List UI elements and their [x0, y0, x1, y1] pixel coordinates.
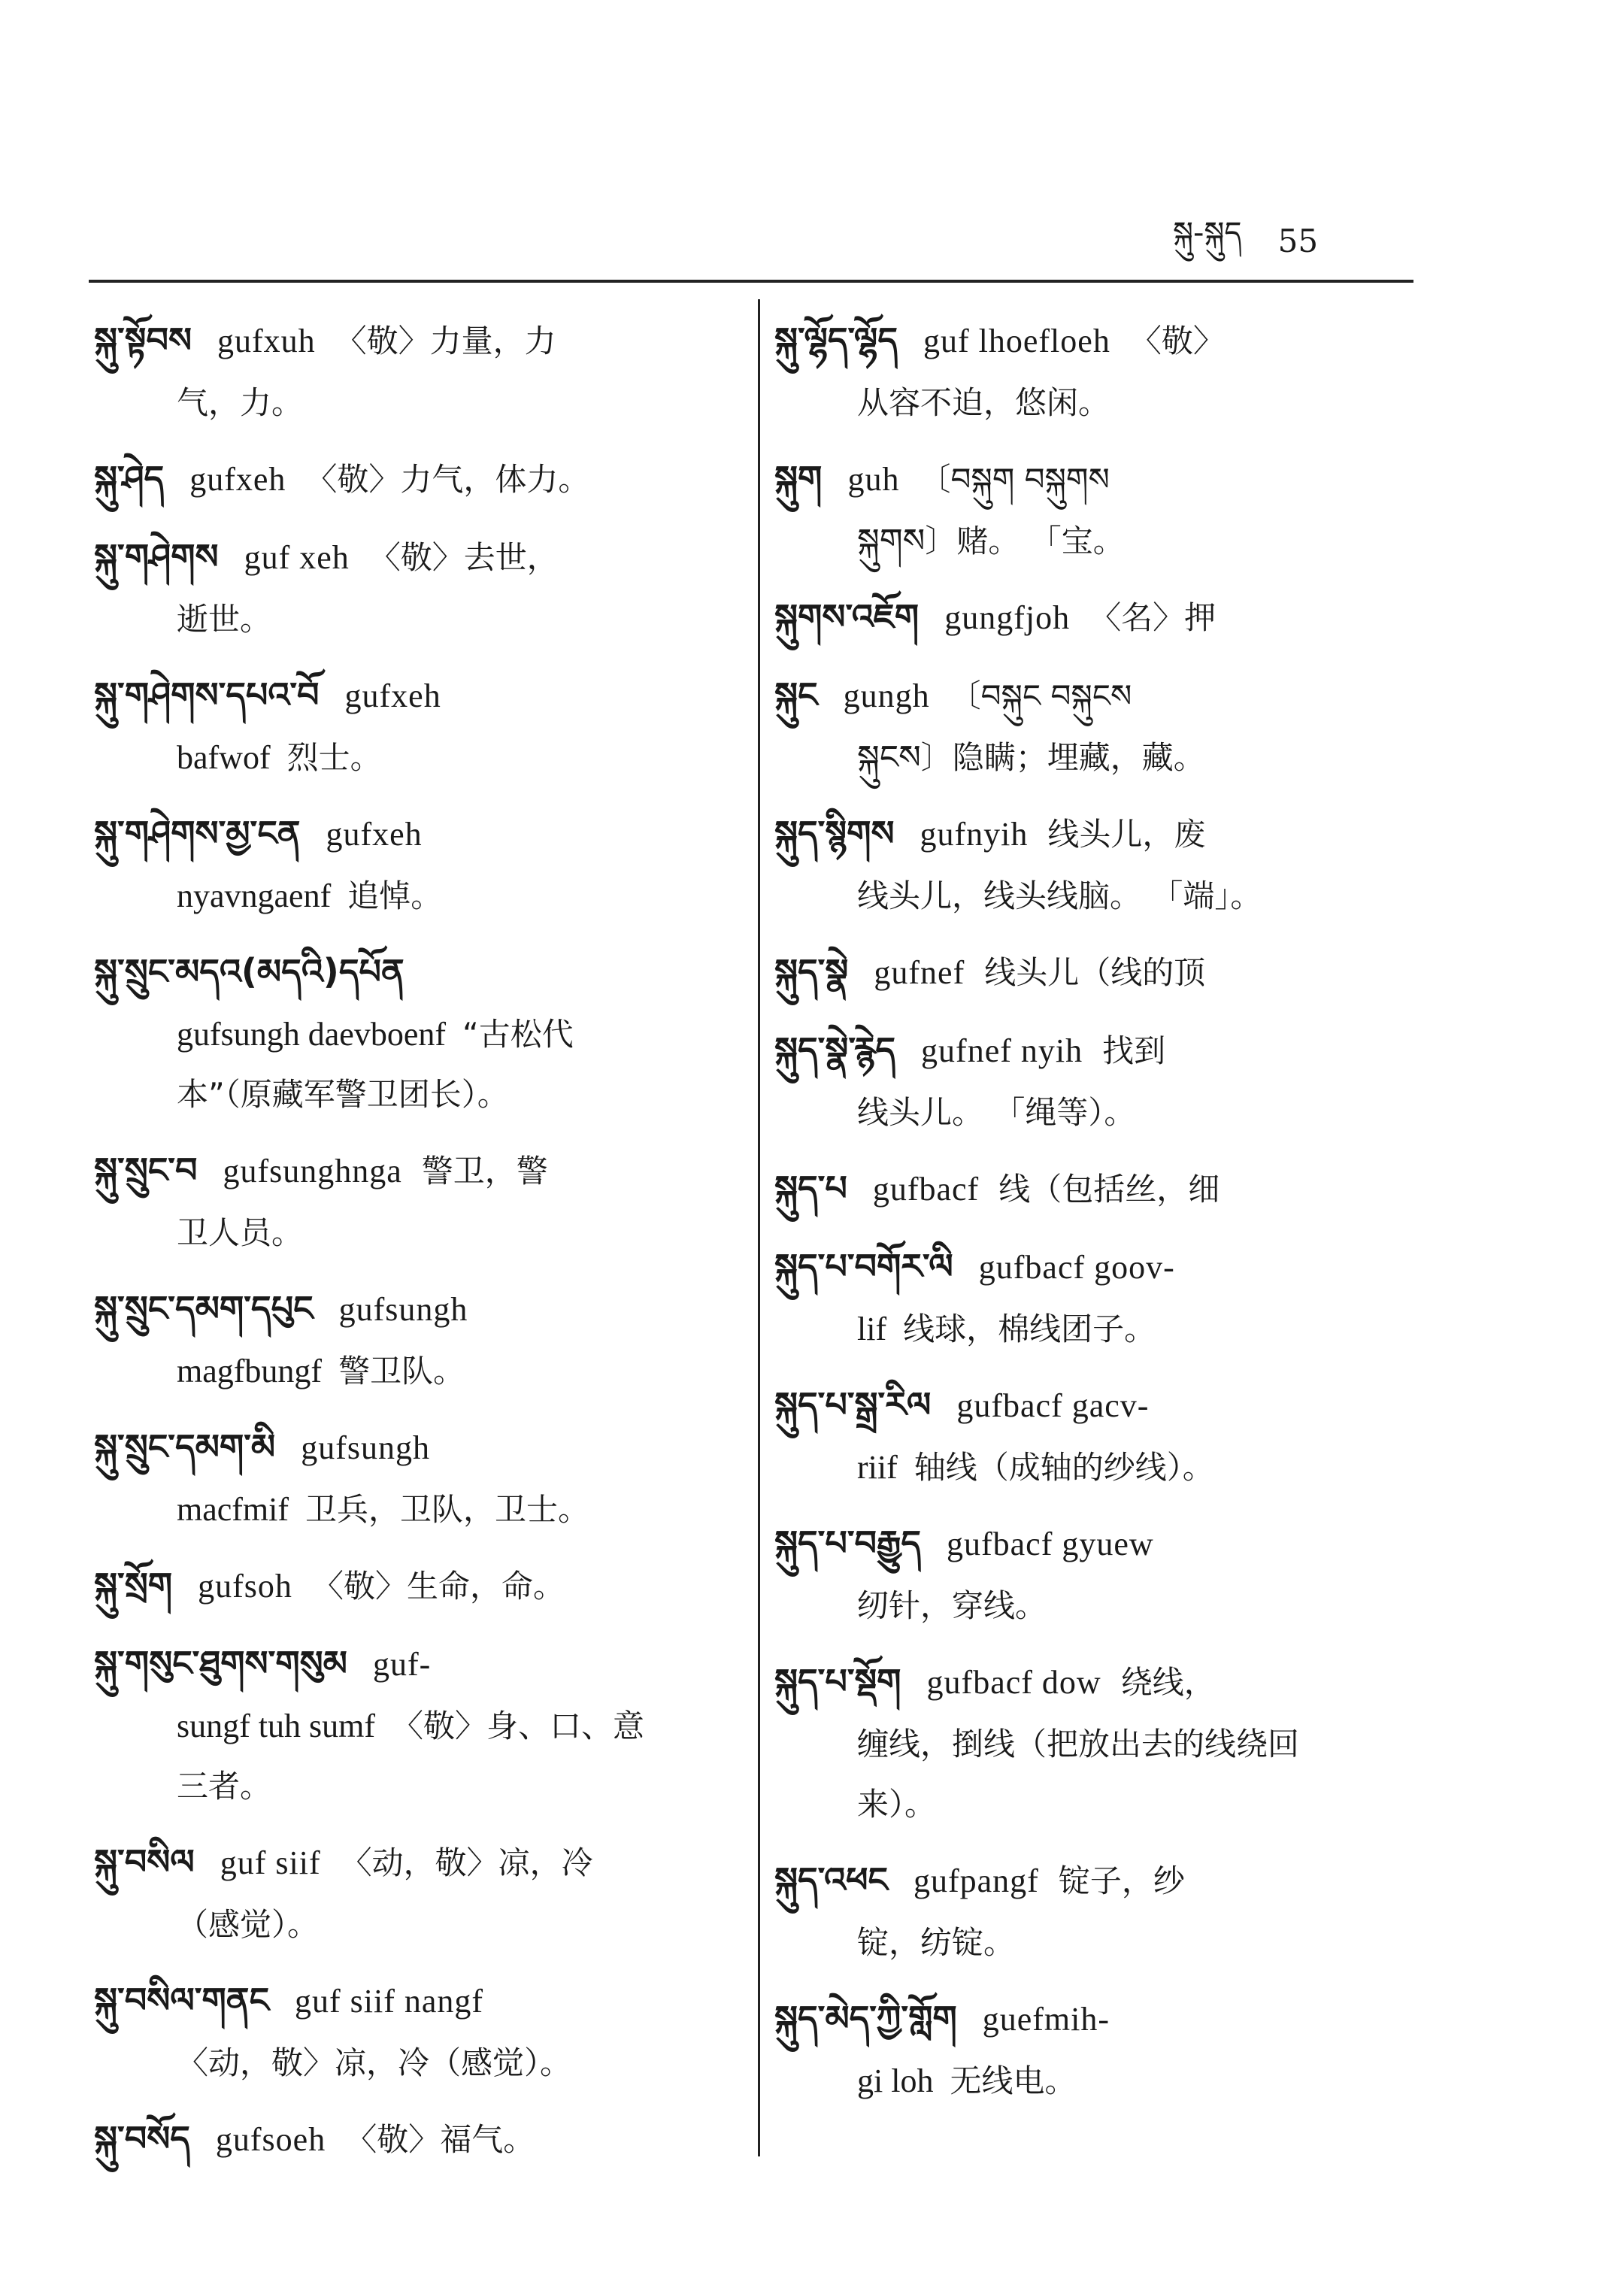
definition: 〈敬〉福气。 [345, 2121, 535, 2158]
romanization: gufsunghnga [223, 1153, 402, 1189]
tibetan-headword: སྐུད་པ་བརྒྱུད [774, 1523, 921, 1563]
entry-continuation [94, 1065, 741, 1125]
entry-headline [774, 940, 1429, 1005]
tibetan-headword: སྐུ་སྟོབས [94, 320, 192, 360]
definition: 〈敬〉生命，命。 [311, 1568, 565, 1605]
entry-continuation [774, 1299, 1429, 1359]
romanization: gufbacf dow [926, 1664, 1101, 1701]
dictionary-entry [774, 1018, 1429, 1143]
entry-headline [94, 1553, 741, 1618]
entry-continuation [94, 1696, 741, 1756]
column-divider [758, 299, 760, 2156]
definition-continuation: 从容不迫，悠闲。 [857, 384, 1110, 421]
entry-continuation [774, 1774, 1429, 1835]
entry-headline [94, 1277, 741, 1341]
dictionary-entry [94, 1830, 741, 1955]
definition-continuation: 〕隐瞒；埋藏，藏。 [920, 739, 1205, 776]
romanization-continuation: nyavngaenf [177, 877, 332, 914]
entry-headline [94, 1138, 741, 1203]
dictionary-entry [94, 1632, 741, 1817]
tibetan-headword: སྐུ་གཤེགས [94, 536, 219, 577]
entry-headline [774, 308, 1429, 373]
definition-continuation: 〈动，敬〉凉，冷（感觉）。 [177, 2044, 572, 2081]
right-column [774, 308, 1429, 2125]
entry-continuation [94, 1005, 741, 1065]
definition-continuation: 线球，棉线团子。 [903, 1311, 1156, 1347]
definition: 〈敬〉力量，力 [335, 323, 556, 359]
definition-continuation: 纫针，穿线。 [857, 1587, 1047, 1624]
definition: 〈动，敬〉凉，冷 [340, 1844, 593, 1881]
definition-continuation: 无线电。 [950, 2062, 1077, 2099]
entry-continuation [94, 1203, 741, 1263]
romanization: gufnef nyih [921, 1032, 1083, 1069]
left-column [94, 308, 741, 2185]
romanization-continuation: macfmif [177, 1491, 289, 1528]
entry-continuation [774, 1083, 1429, 1143]
tibetan-headword: སྐུད་པ་སྡོག [774, 1661, 901, 1702]
romanization: gufbacf gacv- [956, 1387, 1150, 1424]
romanization: gufxeh [189, 461, 286, 498]
tibetan-headword: སྐུད་སྣེ [774, 951, 849, 992]
tibetan-headword: སྐུ་ལྷོད་ལྷོད [774, 320, 898, 360]
dictionary-entry [94, 802, 741, 926]
tibetan-headword: སྐུད་མེད་ཀྱི་གློག [774, 1998, 957, 2038]
romanization: guf xeh [244, 539, 350, 576]
romanization: gufnyih [920, 816, 1029, 853]
romanization: guefmih- [982, 2001, 1110, 2038]
entry-headline [94, 940, 741, 1005]
definition-continuation: 轴线（成轴的纱线）。 [914, 1449, 1214, 1486]
definition-continuation: 烈士。 [286, 739, 382, 776]
romanization: gufsungh [338, 1291, 468, 1328]
definition: 警卫，警 [421, 1153, 548, 1189]
definition-continuation: 卫人员。 [177, 1214, 304, 1251]
tibetan-headword: སྐུག [774, 458, 823, 499]
definition: 〈敬〉力气，体力。 [305, 461, 590, 498]
definition-continuation: 卫兵，卫队，卫士。 [305, 1491, 590, 1528]
dictionary-entry [774, 1373, 1429, 1498]
dictionary-entry [94, 940, 741, 1125]
tibetan-headword: སྐུ་བསིལ [94, 1841, 195, 1882]
definition: 线头儿（线的顶 [984, 954, 1206, 991]
entry-headline [94, 2107, 741, 2171]
entry-continuation [774, 373, 1429, 433]
entry-continuation [94, 373, 741, 433]
tibetan-headword: སྐུད་པ་བགོར་ལི [774, 1246, 953, 1286]
dictionary-entry [774, 585, 1429, 650]
definition-continuation: 本”（原藏军警卫团长）。 [177, 1076, 509, 1113]
entry-continuation [774, 866, 1429, 926]
dictionary-entry [94, 1138, 741, 1263]
definition-continuation: 来）。 [857, 1786, 937, 1823]
tibetan-headword: སྐུད་སྙིགས [774, 813, 895, 853]
tibetan-headword: སྐུ་གཤེགས་དཔའ་བོ [94, 674, 320, 715]
entry-headline [94, 447, 741, 511]
entry-headline [94, 525, 741, 589]
tibetan-headword: སྐུ་སྲོག [94, 1565, 173, 1605]
romanization: gufbacf [872, 1171, 980, 1208]
definition-continuation: 线头儿。 「绳等）。 [857, 1094, 1136, 1131]
dictionary-entry [94, 447, 741, 511]
entry-continuation [94, 866, 741, 926]
dictionary-entry [774, 308, 1429, 433]
tibetan-headword: སྐུ་སྲུང་དམག་མི [94, 1426, 276, 1467]
definition: 〈敬〉 [1129, 323, 1225, 359]
entry-continuation [94, 728, 741, 788]
entry-headline [774, 1987, 1429, 2051]
romanization: gufsoeh [215, 2121, 326, 2158]
dictionary-entry [774, 1848, 1429, 1973]
definition: 〈敬〉去世， [368, 539, 559, 576]
dictionary-entry [94, 1968, 741, 2093]
definition-continuation: 锭，纺锭。 [857, 1924, 1016, 1961]
tibetan-continuation: སྐུངས [857, 738, 921, 777]
tibetan-headword: སྐུ་བསིལ་གནང [94, 1980, 269, 2020]
entry-headline [774, 802, 1429, 866]
romanization: gungfjoh [944, 599, 1071, 636]
tibetan-headword: སྐུད་པ་སྒྲ་རིལ [774, 1384, 932, 1425]
entry-continuation [774, 2051, 1429, 2111]
romanization: gufxeh [344, 677, 441, 714]
tibetan-headword: སྐུ་སྲུང་དམག་དཔུང [94, 1288, 314, 1329]
tibetan-headword: སྐུ་སྲུང་བ [94, 1150, 198, 1190]
tibetan-headword: སྐུ་བསོད [94, 2118, 190, 2159]
definition-continuation: 警卫队。 [338, 1353, 465, 1390]
definition: 线头儿，废 [1047, 816, 1206, 853]
entry-headline [774, 1650, 1429, 1714]
definition: 绕线， [1120, 1664, 1216, 1701]
dictionary-entry [774, 447, 1429, 571]
romanization: gufbacf gyuew [947, 1526, 1154, 1562]
dictionary-entry [94, 525, 741, 650]
entry-headline [774, 1848, 1429, 1913]
entry-headline [774, 1156, 1429, 1221]
romanization: guf siif [220, 1844, 321, 1881]
romanization-continuation: lif [857, 1311, 887, 1347]
entry-headline [774, 585, 1429, 650]
definition-continuation: 三者。 [177, 1768, 272, 1805]
dictionary-entry [94, 308, 741, 433]
dictionary-entry [774, 1156, 1429, 1221]
definition-continuation: 〕赌。 「宝。 [925, 523, 1125, 559]
romanization-continuation: riif [857, 1449, 898, 1486]
dictionary-entry [774, 1511, 1429, 1636]
definition-continuation: 缠线，捯线（把放出去的线绕回 [857, 1726, 1300, 1762]
definition: 找到 [1102, 1032, 1166, 1069]
tibetan-headword: སྐུ་སྲུང་མདའ(མདའི)དཔོན [94, 951, 404, 992]
romanization: guh [847, 461, 900, 498]
header-range: སྐུ-སྐུད [1173, 215, 1242, 250]
entry-continuation [94, 1341, 741, 1402]
entry-continuation [774, 1438, 1429, 1498]
entry-headline [94, 308, 741, 373]
tibetan-headword: སྐུད་སྣེ་རྙེད [774, 1029, 896, 1070]
romanization-continuation: sungf tuh sumf [177, 1708, 375, 1744]
definition: 锭子，纱 [1058, 1862, 1185, 1899]
entry-headline [774, 447, 1429, 511]
romanization-continuation: gufsungh daevboenf [177, 1016, 447, 1053]
dictionary-entry [774, 1650, 1429, 1835]
dictionary-entry [94, 1415, 741, 1540]
definition: 〔བསྐུག བསྐུགས [919, 461, 1110, 498]
dictionary-entry [94, 1277, 741, 1402]
dictionary-entry [774, 1987, 1429, 2111]
romanization: guf lhoefloeh [923, 323, 1110, 359]
definition-continuation: “古松代 [462, 1016, 574, 1053]
dictionary-entry [94, 663, 741, 788]
tibetan-headword: སྐུགས་འཇོག [774, 596, 920, 637]
dictionary-entry [94, 1553, 741, 1618]
entry-headline [94, 1830, 741, 1895]
page-header [1173, 211, 1413, 271]
romanization: gungh [843, 677, 930, 714]
entry-continuation [774, 511, 1429, 571]
romanization: gufpangf [913, 1862, 1039, 1899]
romanization: guf siif nangf [295, 1983, 484, 2020]
definition-continuation: 〈敬〉身、口、意 [392, 1708, 645, 1744]
entry-continuation [774, 1576, 1429, 1636]
dictionary-entry [774, 802, 1429, 926]
definition: 〔བསྐུང བསྐུངས [949, 677, 1132, 714]
romanization: gufbacf goov- [978, 1249, 1175, 1286]
tibetan-headword: སྐུ་ཤེད [94, 458, 165, 499]
definition-continuation: （感觉）。 [177, 1906, 320, 1943]
romanization-continuation: bafwof [177, 739, 271, 776]
entry-headline [94, 1415, 741, 1480]
entry-continuation [94, 1480, 741, 1540]
entry-headline [94, 663, 741, 728]
romanization: gufsungh [301, 1429, 431, 1466]
romanization: guf- [372, 1646, 432, 1683]
dictionary-entry [774, 940, 1429, 1005]
entry-headline [774, 1373, 1429, 1438]
entry-continuation [94, 1756, 741, 1817]
dictionary-entry [774, 663, 1429, 788]
entry-headline [94, 1968, 741, 2033]
dictionary-entry [94, 2107, 741, 2171]
tibetan-headword: སྐུ་གཤེགས་མྱ་ངན [94, 813, 301, 853]
entry-continuation [94, 589, 741, 650]
entry-continuation [94, 1895, 741, 1955]
header-rule [89, 280, 1413, 283]
definition-continuation: 追悼。 [347, 877, 443, 914]
entry-headline [774, 1018, 1429, 1083]
entry-headline [774, 663, 1429, 728]
definition: 线（包括丝，细 [998, 1171, 1220, 1208]
romanization: gufnef [874, 954, 965, 991]
tibetan-continuation: སྐུགས [857, 522, 926, 560]
page-number: 55 [1277, 222, 1319, 259]
entry-headline [774, 1511, 1429, 1576]
tibetan-headword: སྐུ་གསུང་ཐུགས་གསུམ [94, 1643, 347, 1683]
definition: 〈名〉押 [1089, 599, 1216, 636]
entry-continuation [774, 1714, 1429, 1774]
romanization-continuation: gi loh [857, 2062, 934, 2099]
romanization-continuation: magfbungf [177, 1353, 323, 1390]
definition-continuation: 线头儿，线头线脑。 「端」。 [857, 877, 1262, 914]
entry-headline [94, 802, 741, 866]
definition-continuation: 气，力。 [177, 384, 304, 421]
entry-continuation [774, 728, 1429, 788]
romanization: gufsoh [198, 1568, 292, 1605]
entry-headline [94, 1632, 741, 1696]
entry-continuation [774, 1913, 1429, 1973]
tibetan-headword: སྐུད་པ [774, 1168, 847, 1208]
romanization: gufxeh [326, 816, 423, 853]
tibetan-headword: སྐུད་འཕང [774, 1859, 888, 1900]
definition-continuation: 逝世。 [177, 601, 272, 638]
entry-headline [774, 1235, 1429, 1299]
dictionary-entry [774, 1235, 1429, 1359]
romanization: gufxuh [217, 323, 316, 359]
entry-continuation [94, 2033, 741, 2093]
tibetan-headword: སྐུང [774, 674, 818, 715]
